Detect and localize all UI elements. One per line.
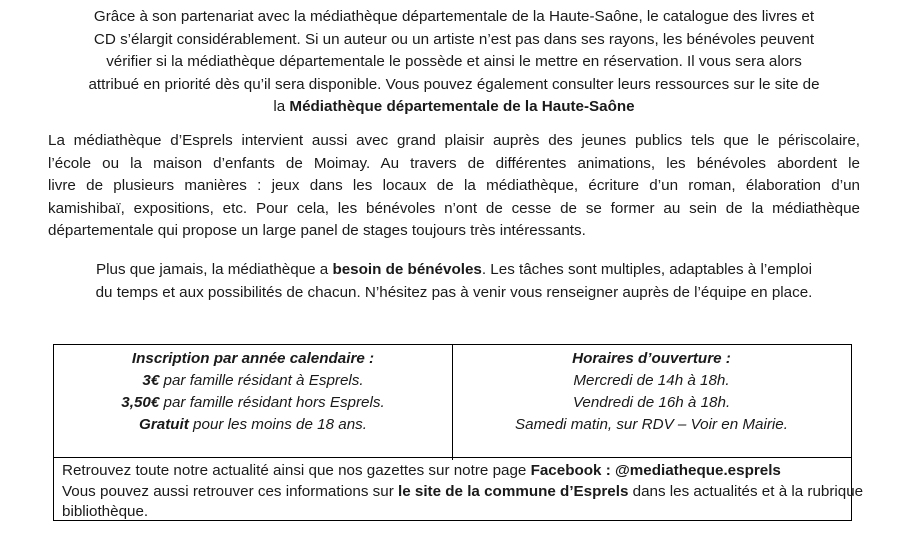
text-line: kamishibaï, expositions, etc. Pour cela, les bénévoles n’ont de cesse de se former au sein de la médiathèque [48,199,860,217]
text-fragment: la [273,98,290,115]
text-line: vérifier si la médiathèque départementale le possède et ainsi le mettre en réservation. Il vous sera alors [106,53,802,70]
hours-line: Vendredi de 16h à 18h. [572,394,731,411]
text-line: bibliothèque. [62,503,149,520]
facebook-page-link[interactable]: Facebook : @mediatheque.esprels [530,462,781,479]
volunteers-paragraph [48,259,860,304]
text-line: attribué en priorité dès qu’il sera disponible. Vous pouvez également consulter leurs ressources sur le site de [88,75,820,93]
hours-line: Samedi matin, sur RDV – Voir en Mairie. [515,416,788,433]
text-fragment: dans les actualités et à la rubrique [628,482,864,500]
text-line: livre de plusieurs manières : jeux dans les locaux de la médiathèque, écriture d’un roman, élaboration d’un [48,177,860,194]
partnership-paragraph [48,6,860,119]
text-line [48,259,860,282]
price-description: par famille résidant hors Esprels. [159,394,385,411]
price-line [54,392,452,414]
youth-activities-paragraph [48,130,860,243]
text-line [62,461,843,482]
text-line: l’école ou la maison d’enfants de Moimay. Au travers de différentes animations, les bénévoles abordent le [48,154,860,172]
price-amount: 3,50€ [121,394,160,411]
price-description: pour les moins de 18 ans. [188,416,367,433]
price-description: par famille résidant à Esprels. [159,372,364,389]
text-fragment: Plus que jamais, la médiathèque a [96,261,333,278]
mediatheque-haute-saone-link[interactable]: Médiathèque départementale de la Haute-Saône [289,98,635,115]
price-amount: Gratuit [139,416,189,433]
text-line: du temps et aux possibilités de chacun. N’hésitez pas à venir vous renseigner auprès de l’équipe en place. [95,283,813,301]
text-line: Grâce à son partenariat avec la médiathèque départementale de la Haute-Saône, le catalogue des livres et [93,8,815,25]
inscription-cell [54,345,453,460]
opening-hours-cell [452,345,851,460]
volunteers-needed-emphasis: besoin de bénévoles [332,261,482,278]
price-line [54,414,452,436]
price-line [54,370,452,392]
commune-website-link[interactable]: le site de la commune d’Esprels [397,482,629,500]
text-fragment: Retrouvez toute notre actualité ainsi que nos gazettes sur notre page [62,462,531,479]
inscription-title [54,348,452,370]
text-line: CD s’élargit considérablement. Si un auteur ou un artiste n’est pas dans ses rayons, les bénévoles peuvent [93,30,815,48]
contact-info-row [54,457,864,520]
text-fragment: Vous pouvez aussi retrouver ces informations sur [62,482,398,500]
text-line: La médiathèque d’Esprels intervient aussi avec grand plaisir auprès des jeunes publics tels que le périscolaire, [48,132,860,149]
text-line: départementale qui propose un large panel de stages toujours très intéressants. [48,222,586,239]
hours-line: Mercredi de 14h à 18h. [573,372,730,389]
opening-hours-title-text: Horaires d’ouverture : [572,350,731,367]
info-table [53,344,864,521]
text-fragment: . Les tâches sont multiples, adaptables à l’emploi [481,261,812,278]
text-line [48,96,860,119]
opening-hours-title [452,348,851,370]
inscription-title-text: Inscription par année calendaire : [131,350,375,367]
price-amount: 3€ [142,372,160,389]
text-line [62,482,864,503]
